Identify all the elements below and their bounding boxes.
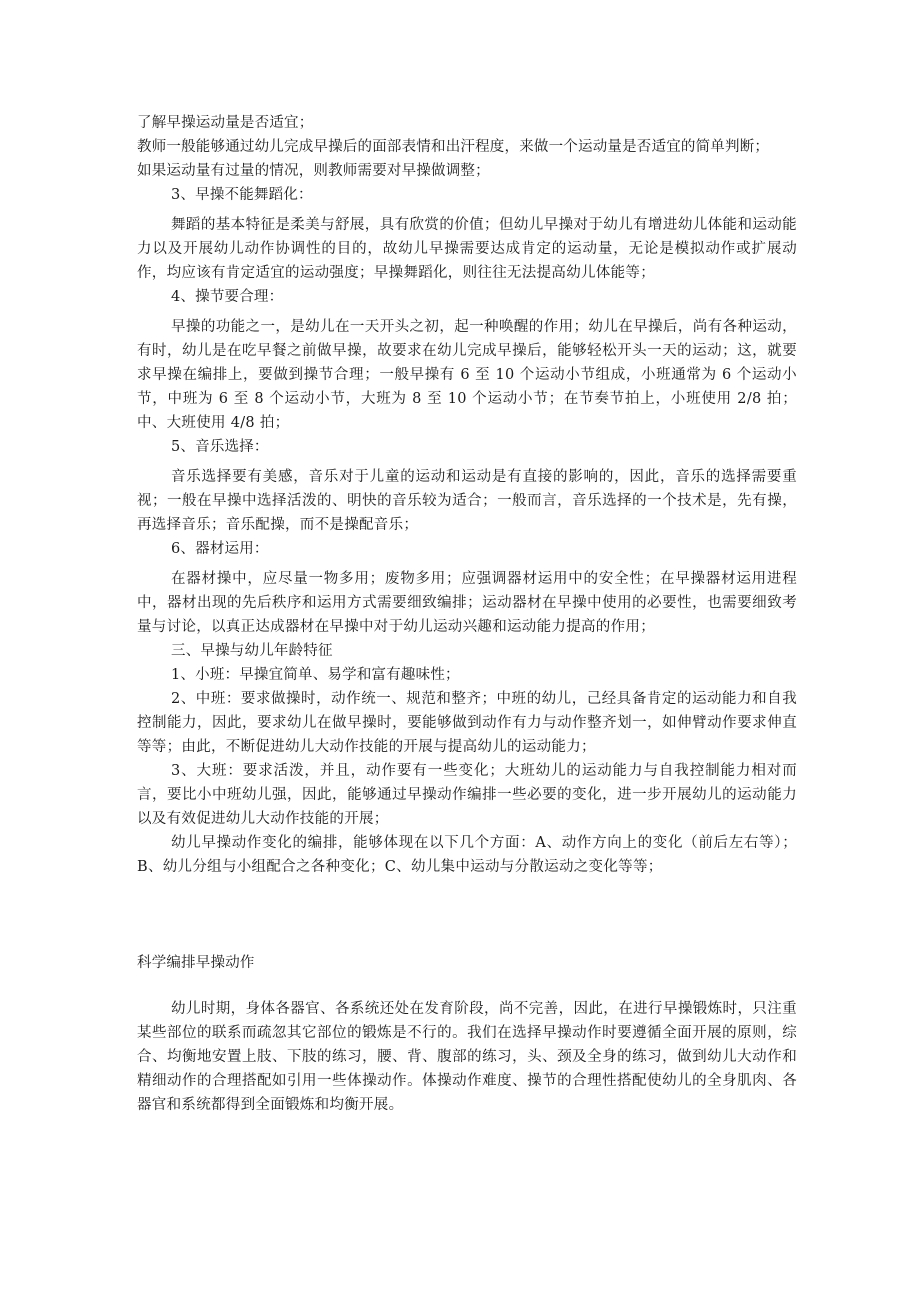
variation-paragraph: 幼儿早操动作变化的编排，能够体现在以下几个方面：A、动作方向上的变化（前后左右等）；B、幼儿分组与小组配合之各种变化；C、幼儿集中运动与分散运动之变化等等； xyxy=(137,835,797,875)
item-6-heading: 6、器材运用： xyxy=(171,541,269,557)
item-4-paragraph: 早操的功能之一，是幼儿在一天开头之初，起一种唤醒的作用；幼儿在早操后，尚有各种运动，有时，幼儿是在吃早餐之前做早操，故要求在幼儿完成早操后，能够轻松开头一天的运动；这，就要求早操在编排上，要做到操节合理；一般早操有 6 至 10 个运动小节组成，小班通常为 6 个运动小节，中班为 6 至 8 个运动小节，大班为 8 至 10 个运动小节；在节奏节拍上，小班使用 2/8 拍；中、大班使用 4/8 拍； xyxy=(137,319,797,431)
closing-paragraph: 幼儿时期，身体各器官、各系统还处在发育阶段，尚不完善，因此，在进行早操锻炼时，只注重某些部位的联系而疏忽其它部位的锻炼是不行的。我们在选择早操动作时要遵循全面开展的原则，综合、均衡地安置上肢、下肢的练习，腰、背、腹部的练习，头、颈及全身的练习，做到幼儿大动作和精细动作的合理搭配如引用一些体操动作。体操动作难度、操节的合理性搭配使幼儿的全身肌肉、各器官和系统都得到全面锻炼和均衡开展。 xyxy=(137,1001,797,1113)
item-4-heading: 4、操节要合理： xyxy=(171,289,284,305)
section-3-heading: 三、早操与幼儿年龄特征 xyxy=(171,643,333,659)
item-5-heading: 5、音乐选择： xyxy=(171,439,269,455)
intro-line-3: 如果运动量有过量的情况，则教师需要对早操做调整； xyxy=(137,163,490,179)
intro-line-2: 教师一般能够通过幼儿完成早操后的面部表情和出汗程度，来做一个运动量是否适宜的简单判断； xyxy=(137,139,770,155)
item-3-heading: 3、早操不能舞蹈化： xyxy=(171,187,313,203)
document-body xyxy=(137,111,797,1117)
section-heading: 科学编排早操动作 xyxy=(137,955,255,971)
item-3-paragraph: 舞蹈的基本特征是柔美与舒展，具有欣赏的价值；但幼儿早操对于幼儿有增进幼儿体能和运动能力以及开展幼儿动作协调性的目的，故幼儿早操需要达成肯定的运动量，无论是模拟动作或扩展动作，均应该有肯定适宜的运动强度；早操舞蹈化，则往往无法提高幼儿体能等； xyxy=(137,217,797,281)
age-large-class: 3、大班：要求活泼，并且，动作要有一些变化；大班幼儿的运动能力与自我控制能力相对而言，要比小中班幼儿强，因此，能够通过早操动作编排一些必要的变化，进一步开展幼儿的运动能力以及有效促进幼儿大动作技能的开展； xyxy=(137,763,797,827)
intro-line-1: 了解早操运动量是否适宜； xyxy=(137,115,314,131)
item-6-paragraph: 在器材操中，应尽量一物多用；废物多用；应强调器材运用中的安全性；在早操器材运用进程中，器材出现的先后秩序和运用方式需要细致编排；运动器材在早操中使用的必要性，也需要细致考量与讨论，以真正达成器材在早操中对于幼儿运动兴趣和运动能力提高的作用； xyxy=(137,571,797,635)
age-middle-class: 2、中班：要求做操时，动作统一、规范和整齐；中班的幼儿，己经具备肯定的运动能力和自我控制能力，因此，要求幼儿在做早操时，要能够做到动作有力与动作整齐划一，如伸臂动作要求伸直等等；由此，不断促进幼儿大动作技能的开展与提高幼儿的运动能力； xyxy=(137,691,797,755)
item-5-paragraph: 音乐选择要有美感，音乐对于儿童的运动和运动是有直接的影响的，因此，音乐的选择需要重视；一般在早操中选择活泼的、明快的音乐较为适合；一般而言，音乐选择的一个技术是，先有操，再选择音乐；音乐配操，而不是操配音乐； xyxy=(137,469,797,533)
age-small-class: 1、小班：早操宜简单、易学和富有趣味性； xyxy=(171,667,460,683)
